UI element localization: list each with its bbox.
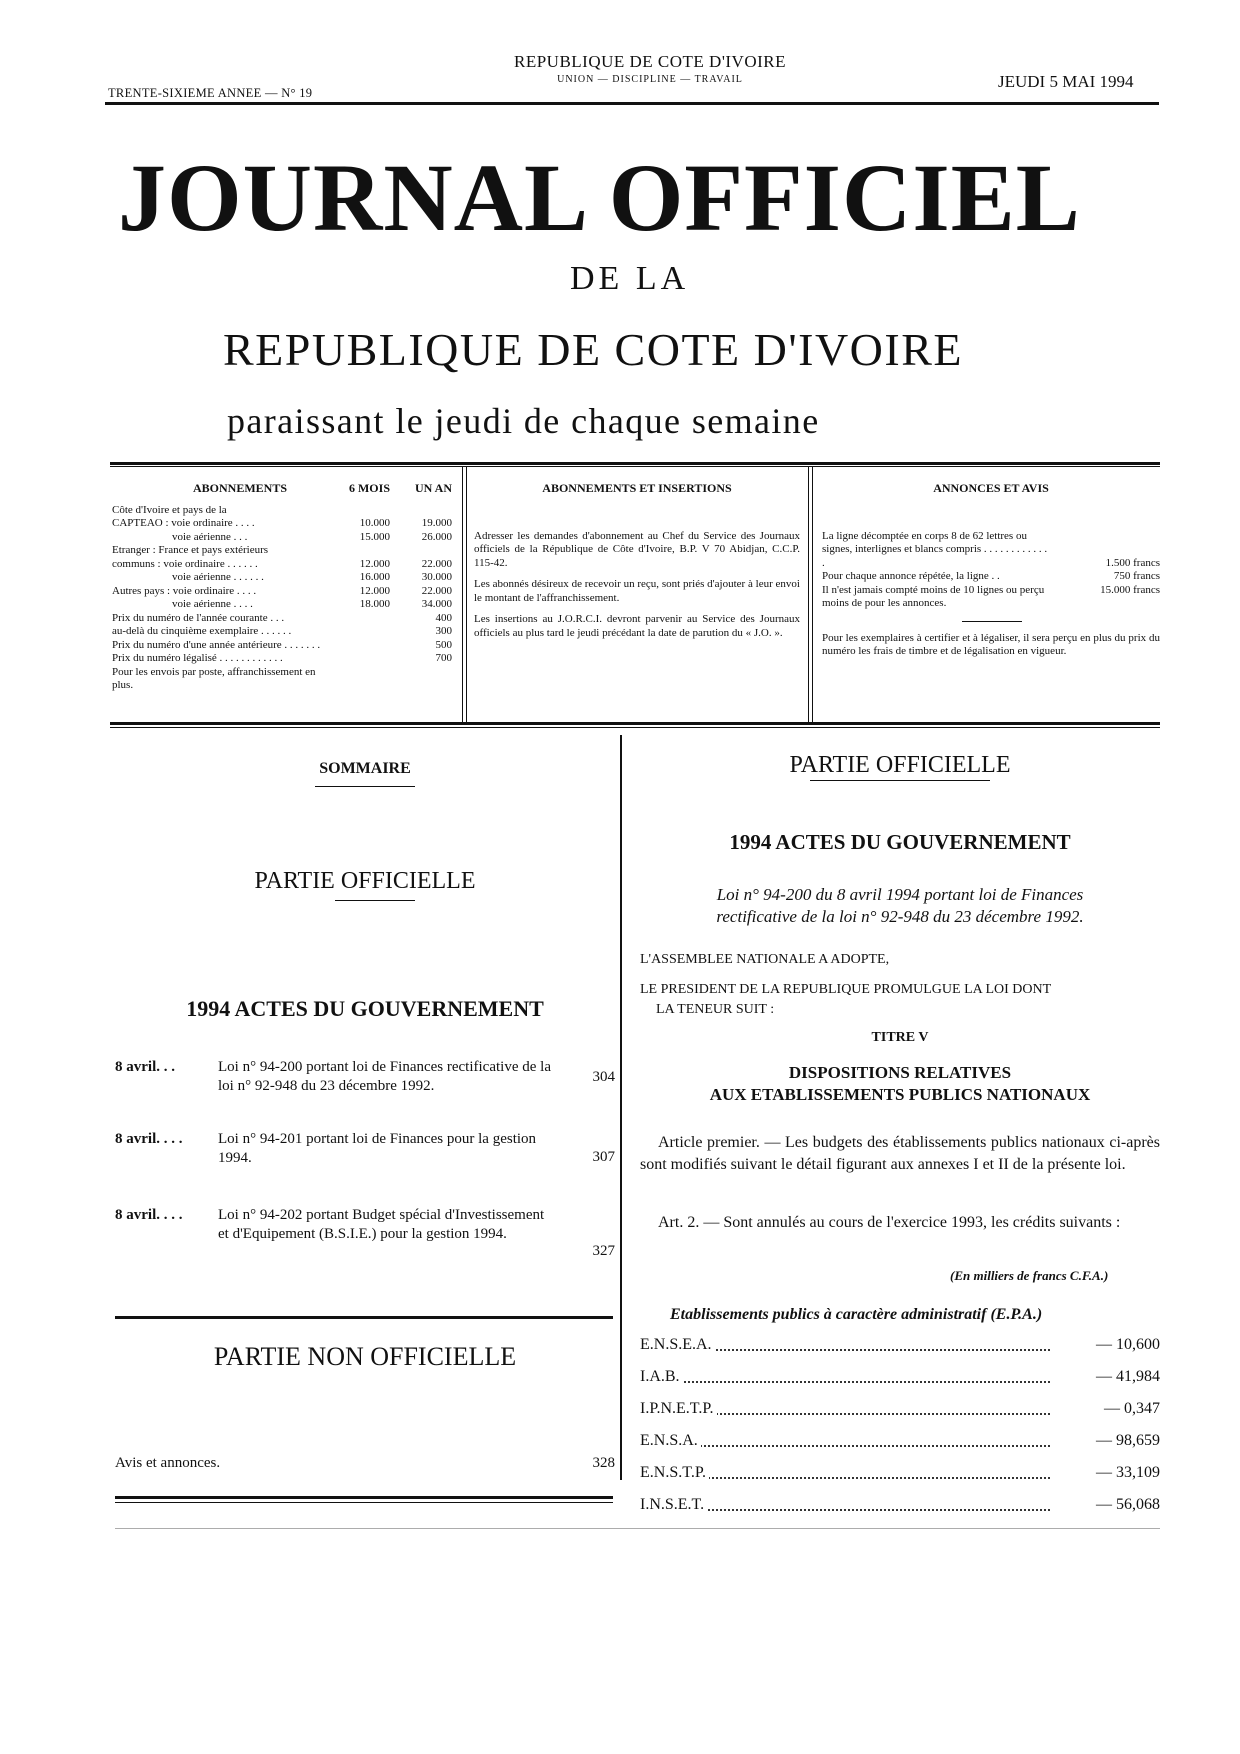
box-divider-2b — [812, 466, 813, 722]
abonnement-row-unan — [390, 504, 452, 518]
right-loi-title-2: rectificative de la loi n° 92-948 du 23 décembre 1992. — [716, 907, 1084, 926]
right-actes: 1994 ACTES DU GOUVERNEMENT — [729, 830, 1071, 854]
sommaire-entry-1-date: 8 avril. . . — [115, 1059, 175, 1075]
abonnement-row-label: Côte d'Ivoire et pays de la — [112, 503, 227, 516]
annonces-l3: Il n'est jamais compté moins de 10 lignes ou perçu moins de pour les annonces. — [822, 583, 1045, 609]
right-titre: TITRE V — [871, 1030, 929, 1045]
epa-row — [640, 1336, 1160, 1358]
abonnement-row — [112, 531, 452, 545]
insertions-p3: Les insertions au J.O.R.C.I. devront parvenir au Service des Journaux officiels au plus tard le jeudi précédant la date de parution du « J.O. ». — [474, 613, 800, 639]
insertions-title: ABONNEMENTS ET INSERTIONS — [542, 481, 732, 495]
abonnements-column — [112, 482, 452, 693]
abonnement-row-6mois — [328, 544, 390, 558]
sommaire-actes: 1994 ACTES DU GOUVERNEMENT — [186, 996, 544, 1021]
abonnement-row-label: Autres pays : voie ordinaire . . . . — [112, 584, 257, 597]
epa-row-name: E.N.S.E.A. — [640, 1336, 715, 1354]
annonces-l2: Pour chaque annonce répétée, la ligne . . — [822, 570, 1000, 582]
insertions-p1: Adresser les demandes d'abonnement au Chef du Service des Journaux officiels de la République de Côte d'Ivoire, B.P. V 70 Abidjan, C.C.P. 115-42. — [474, 529, 800, 569]
abonnement-row-unan: 30.000 — [421, 571, 452, 583]
insertions-p2: Les abonnés désireux de recevoir un reçu, sont priés d'ajouter à leur envoi le montant de l'affranchissement. — [474, 578, 800, 604]
sommaire-po-underline — [335, 900, 415, 901]
column-divider — [620, 735, 622, 1480]
right-article-premier: Article premier. — Les budgets des établissements publics nationaux ci-après sont modifiés suivant le détail figurant aux annexes I et II de la présente loi. — [640, 1134, 1160, 1173]
masthead-tagline: paraissant le jeudi de chaque semaine — [227, 401, 820, 441]
abonnement-row-6mois: 16.000 — [359, 571, 390, 583]
sommaire-entry-2-page: 307 — [592, 1149, 615, 1165]
abonnement-row — [112, 666, 452, 693]
abonnement-row-unan — [390, 544, 452, 558]
abonnement-row-6mois — [328, 625, 390, 639]
epa-row-name: E.N.S.A. — [640, 1432, 701, 1450]
box-bottom-rule-thin — [110, 727, 1160, 728]
abonnement-row-6mois: 12.000 — [359, 584, 390, 597]
abonnement-row-unan: 300 — [435, 625, 452, 637]
abonnement-row — [112, 544, 452, 558]
abonnement-row-label: Prix du numéro légalisé . . . . . . . . . . . . — [112, 652, 283, 664]
abonnement-row — [112, 504, 452, 518]
abonnement-row-6mois — [328, 612, 390, 626]
abonnement-row — [112, 652, 452, 666]
right-assemblee: L'ASSEMBLEE NATIONALE A ADOPTE, — [640, 952, 890, 967]
abonnement-row-6mois — [328, 666, 390, 693]
abonnement-row-unan: 400 — [435, 611, 452, 624]
sommaire-entry-1-text: Loi n° 94-200 portant loi de Finances rectificative de la loi n° 92-948 du 23 décembre 1992. — [218, 1059, 551, 1094]
header-motto: UNION — DISCIPLINE — TRAVAIL — [557, 74, 743, 85]
sommaire-entry-2-date: 8 avril. . . . — [115, 1131, 183, 1147]
left-bottom-rule-thin — [115, 1502, 613, 1503]
epa-row-value: — 33,109 — [1090, 1464, 1160, 1482]
abonnement-row-6mois: 15.000 — [359, 530, 390, 543]
abonnement-row — [112, 625, 452, 639]
epa-row — [640, 1496, 1160, 1518]
annonces-l1-price: 1.500 francs — [1105, 556, 1160, 569]
abonnement-row-6mois — [328, 639, 390, 653]
abonnement-row — [112, 558, 452, 572]
col-6mois: 6 MOIS — [348, 481, 390, 495]
annonces-l3-price: 15.000 francs — [1100, 583, 1160, 596]
abonnement-row — [112, 571, 452, 585]
masthead-republic: REPUBLIQUE DE COTE D'IVOIRE — [223, 324, 964, 375]
sommaire-avis — [115, 1454, 615, 1478]
sommaire-underline — [315, 786, 415, 787]
abonnement-row — [112, 639, 452, 653]
sommaire-partie-officielle: PARTIE OFFICIELLE — [254, 868, 476, 894]
box-bottom-rule — [110, 722, 1160, 725]
box-divider-2 — [808, 466, 809, 722]
header-country: REPUBLIQUE DE COTE D'IVOIRE — [513, 52, 786, 71]
col-unan: UN AN — [414, 481, 452, 495]
abonnement-row — [112, 585, 452, 599]
annonces-column — [822, 482, 1160, 659]
epa-row-value: — 41,984 — [1090, 1368, 1160, 1386]
epa-row-value: — 56,068 — [1090, 1496, 1160, 1514]
header-date: JEUDI 5 MAI 1994 — [998, 72, 1134, 91]
abonnements-rows — [112, 504, 452, 693]
right-loi-title — [640, 884, 1160, 928]
abonnement-row-6mois: 12.000 — [359, 557, 390, 570]
sommaire-entry-2 — [115, 1130, 615, 1170]
right-article-2: Art. 2. — Sont annulés au cours de l'exercice 1993, les crédits suivants : — [658, 1214, 1121, 1231]
sommaire-title — [115, 760, 615, 778]
right-po-underline — [810, 780, 990, 781]
abonnement-row-unan: 500 — [435, 638, 452, 651]
epa-row-value: — 0,347 — [1098, 1400, 1160, 1418]
epa-row — [640, 1400, 1160, 1422]
epa-row-dots — [640, 1445, 1050, 1447]
epa-row-name: E.N.S.T.P. — [640, 1464, 709, 1482]
abonnement-row-unan: 19.000 — [421, 517, 452, 529]
right-president-2: LA TENEUR SUIT : — [656, 1002, 775, 1017]
right-president-1: LE PRESIDENT DE LA REPUBLIQUE PROMULGUE LA LOI DONT — [640, 982, 1052, 997]
right-loi-title-1: Loi n° 94-200 du 8 avril 1994 portant loi de Finances — [716, 885, 1084, 904]
annonces-separator — [962, 621, 1022, 622]
epa-row-dots — [640, 1381, 1050, 1383]
epa-row-name: I.A.B. — [640, 1368, 683, 1386]
sommaire-avis-page: 328 — [592, 1455, 615, 1471]
page-bottom-rule — [115, 1528, 1160, 1529]
abonnement-row-label: voie aérienne . . . . — [172, 598, 253, 610]
right-partie-officielle: PARTIE OFFICIELLE — [789, 752, 1011, 778]
epa-row — [640, 1464, 1160, 1486]
right-dispositions — [640, 1062, 1160, 1106]
abonnement-row-6mois: 10.000 — [359, 517, 390, 529]
epa-row — [640, 1432, 1160, 1454]
abonnement-row-label: communs : voie ordinaire . . . . . . — [112, 557, 258, 570]
abonnement-row-label: Etranger : France et pays extérieurs — [112, 544, 269, 556]
right-epa-heading: Etablissements publics à caractère administratif (E.P.A.) — [670, 1306, 1043, 1323]
abonnement-row-unan: 22.000 — [421, 584, 452, 597]
abonnement-row — [112, 598, 452, 612]
abonnement-row-label: Prix du numéro de l'année courante . . . — [112, 611, 285, 624]
box-divider-1b — [466, 466, 467, 722]
insertions-column — [474, 482, 800, 640]
abonnement-row — [112, 612, 452, 626]
annonces-l4: Pour les exemplaires à certifier et à légaliser, il sera perçu en plus du prix du numéro les frais de timbre et de légalisation en vigueur. — [822, 631, 1160, 657]
abonnement-row-6mois: 18.000 — [359, 598, 390, 610]
right-unit: (En milliers de francs C.F.A.) — [950, 1268, 1109, 1283]
epa-row-value: — 98,659 — [1090, 1432, 1160, 1450]
annonces-title: ANNONCES ET AVIS — [933, 481, 1049, 495]
right-dispositions-1: DISPOSITIONS RELATIVES — [788, 1063, 1012, 1082]
header-year-issue: TRENTE-SIXIEME ANNEE — N° 19 — [108, 86, 313, 100]
abonnements-title: ABONNEMENTS — [192, 481, 287, 495]
sommaire-entry-1-page: 304 — [592, 1069, 615, 1085]
sommaire-partie-non-officielle: PARTIE NON OFFICIELLE — [213, 1342, 517, 1371]
header-center — [440, 52, 860, 85]
abonnement-row-6mois — [328, 504, 390, 518]
sommaire-entry-3-date: 8 avril. . . . — [115, 1207, 183, 1223]
annonces-l2-price: 750 francs — [1113, 570, 1160, 582]
box-top-rule — [110, 462, 1160, 465]
abonnement-row-label: Prix du numéro d'une année antérieure . . . . . . . — [112, 638, 321, 651]
abonnement-row-unan: 26.000 — [421, 530, 452, 543]
sommaire-entry-3-text: Loi n° 94-202 portant Budget spécial d'Investissement et d'Equipement (B.S.I.E.) pour la gestion 1994. — [218, 1207, 545, 1242]
left-bottom-rule — [115, 1496, 613, 1499]
sommaire-entry-2-text: Loi n° 94-201 portant loi de Finances pour la gestion 1994. — [218, 1131, 537, 1166]
right-dispositions-2: AUX ETABLISSEMENTS PUBLICS NATIONAUX — [709, 1085, 1091, 1104]
sommaire-title-text: SOMMAIRE — [319, 760, 411, 777]
box-top-rule-thin — [110, 466, 1160, 467]
masthead-de-la: DE LA — [570, 260, 690, 297]
epa-row-name: I.N.S.E.T. — [640, 1496, 707, 1514]
sommaire-separator — [115, 1316, 613, 1319]
abonnement-row-label: CAPTEAO : voie ordinaire . . . . — [112, 517, 255, 529]
abonnement-row-label: voie aérienne . . . — [172, 530, 248, 543]
sommaire-entry-1 — [115, 1058, 615, 1098]
annonces-l1: La ligne décomptée en corps 8 de 62 lettres ou signes, interlignes et blancs compris . . . . . . . . . . . . . — [822, 529, 1048, 569]
abonnement-row — [112, 517, 452, 531]
epa-row-value: — 10,600 — [1090, 1336, 1160, 1354]
abonnement-row-label: Pour les envois par poste, affranchissement en plus. — [112, 665, 316, 691]
sommaire-avis-label: Avis et annonces. — [115, 1455, 221, 1471]
box-divider-1 — [462, 466, 463, 722]
header-rule — [105, 102, 1159, 105]
abonnement-row-label: voie aérienne . . . . . . — [172, 571, 264, 583]
abonnement-row-unan: 34.000 — [421, 598, 452, 610]
abonnement-row-6mois — [328, 652, 390, 666]
abonnement-row-unan: 700 — [435, 652, 452, 664]
epa-row — [640, 1368, 1160, 1390]
epa-row-name: I.P.N.E.T.P. — [640, 1400, 717, 1418]
sommaire-entry-3-page: 327 — [592, 1243, 615, 1259]
abonnement-row-unan: 22.000 — [421, 557, 452, 570]
abonnement-row-label: au-delà du cinquième exemplaire . . . . . . — [112, 625, 292, 637]
sommaire-entry-3 — [115, 1206, 615, 1266]
abonnement-row-unan — [390, 666, 452, 693]
right-president — [640, 980, 1160, 1020]
masthead-title: JOURNAL OFFICIEL — [118, 144, 1081, 251]
